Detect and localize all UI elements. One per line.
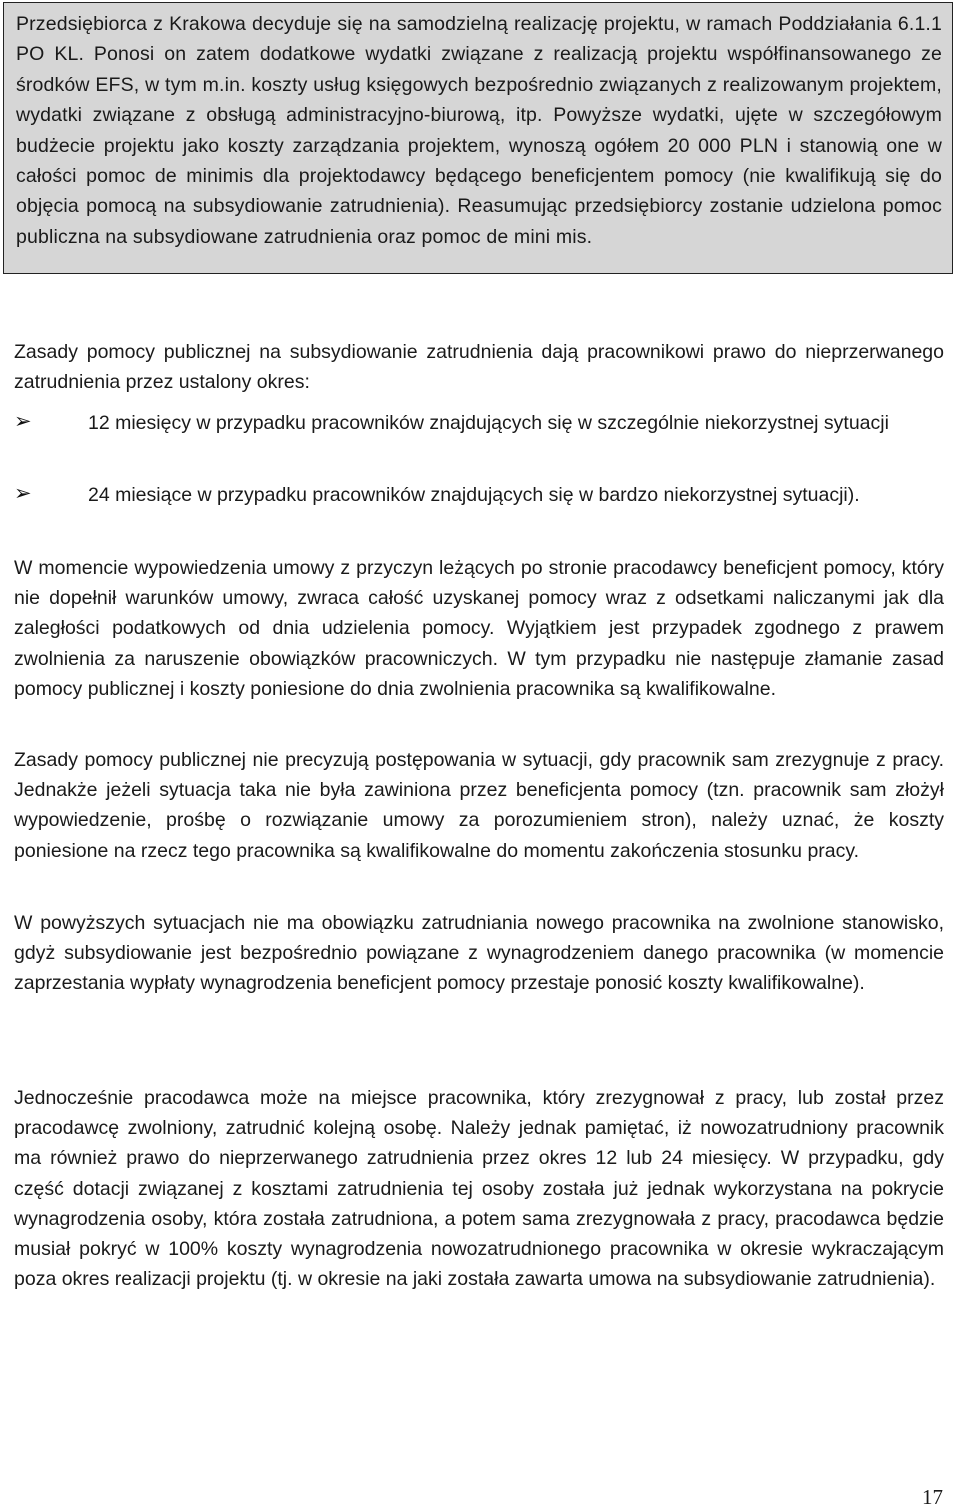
bullet-item — [14, 480, 944, 510]
body-paragraph: Jednocześnie pracodawca może na miejsce pracownika, który zrezygnował z pracy, lub został przez pracodawcę zwolniony, zatrudnić kolejną osobę. Należy jednak pamiętać, iż nowozatrudniony pracownik ma również prawo do nieprzerwanego zatrudnienia przez okres 12 lub 24 miesięcy. W przypadku, gdy część dotacji związanej z kosztami zatrudnienia tej osoby została już jednak wykorzystana na pokrycie wynagrodzenia osoby, która została zatrudniona, a potem sama zrezygnowała z pracy, pracodawca będzie musiał pokryć w 100% koszty wynagrodzenia nowozatrudnionego pracownika w okresie wykraczającym poza okres realizacji projektu (tj. w okresie na jaki została zawarta umowa na subsydiowanie zatrudnienia). — [14, 1087, 944, 1291]
intro-paragraph-block — [14, 337, 944, 397]
paragraph-block — [14, 1083, 944, 1294]
paragraph-block — [14, 553, 944, 704]
bullet-item — [14, 408, 944, 438]
body-paragraph: W momencie wypowiedzenia umowy z przyczyn leżących po stronie pracodawcy beneficjent pomocy, który nie dopełnił warunków umowy, zwraca całość uzyskanej pomocy wraz z odsetkami naliczanymi jak dla zaległości podatkowych od dnia udzielenia pomocy. Wyjątkiem jest przypadek zgodnego z prawem zwolnienia za naruszenie obowiązków pracowniczych. W tym przypadku nie następuje złamanie zasad pomocy publicznej i koszty poniesione do dnia zwolnienia pracownika są kwalifikowalne. — [14, 557, 944, 700]
paragraph-block — [14, 745, 944, 866]
example-box-text: Przedsiębiorca z Krakowa decyduje się na samodzielną realizację projektu, w ramach Poddziałania 6.1.1 PO KL. Ponosi on zatem dodatkowe wydatki związane z realizacją projektu współfinansowanego ze środków EFS, w tym m.in. koszty usług księgowych bezpośrednio związanych z realizowanym projektem, wydatki związane z obsługą administracyjno-biurową, itp. Powyższe wydatki, ujęte w szczegółowym budżecie projektu jako koszty zarządzania projektem, wynoszą ogółem 20 000 PLN i stanowią one w całości pomoc de minimis dla projektodawcy będącego beneficjentem pomocy (nie kwalifikują się do objęcia pomocą na subsydiowanie zatrudnienia). Reasumując przedsiębiorcy zostanie udzielona pomoc publiczna na subsydiowane zatrudnienia oraz pomoc de mini mis. — [16, 13, 942, 248]
body-paragraph: W powyższych sytuacjach nie ma obowiązku zatrudniania nowego pracownika na zwolnione stanowisko, gdyż subsydiowanie jest bezpośrednio powiązane z wynagrodzeniem danego pracownika (w momencie zaprzestania wypłaty wynagrodzenia beneficjent pomocy przestaje ponosić koszty kwalifikowalne). — [14, 912, 944, 995]
bullet-item-text: 24 miesiące w przypadku pracowników znajdujących się w bardzo niekorzystnej sytuacji). — [88, 484, 860, 506]
example-box — [3, 2, 953, 274]
bullet-item-text: 12 miesięcy w przypadku pracowników znajdujących się w szczególnie niekorzystnej sytuacji — [88, 412, 889, 434]
paragraph-block — [14, 908, 944, 999]
page-number: 17 — [922, 1485, 943, 1509]
intro-paragraph: Zasady pomocy publicznej na subsydiowanie zatrudnienia dają pracownikowi prawo do nieprzerwanego zatrudnienia przez ustalony okres: — [14, 341, 944, 394]
arrowhead-bullet-icon: ➢ — [14, 410, 32, 433]
body-paragraph: Zasady pomocy publicznej nie precyzują postępowania w sytuacji, gdy pracownik sam zrezygnuje z pracy. Jednakże jeżeli sytuacja taka nie była zawiniona przez beneficjenta pomocy (tzn. pracownik sam złożył wypowiedzenie, prośbę o rozwiązanie umowy za porozumieniem stron), należy uznać, że koszty poniesione na rzecz tego pracownika są kwalifikowalne do momentu zakończenia stosunku pracy. — [14, 749, 944, 862]
arrowhead-bullet-icon: ➢ — [14, 482, 32, 505]
